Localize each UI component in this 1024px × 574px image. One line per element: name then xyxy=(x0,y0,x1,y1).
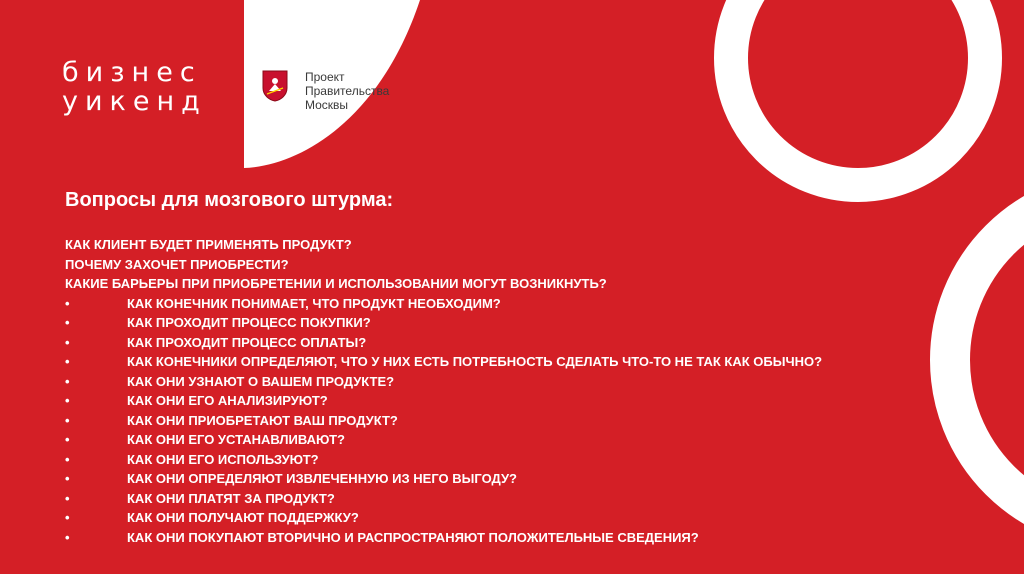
bullet-question: КАК ОНИ ПОКУПАЮТ ВТОРИЧНО И РАСПРОСТРАНЯЮТ ПОЛОЖИТЕЛЬНЫЕ СВЕДЕНИЯ? xyxy=(127,529,699,545)
intro-question: КАКИЕ БАРЬЕРЫ ПРИ ПРИОБРЕТЕНИИ И ИСПОЛЬЗОВАНИИ МОГУТ ВОЗНИКНУТЬ? xyxy=(65,276,607,291)
logo-line-1: бизнес xyxy=(62,57,202,88)
list-item xyxy=(65,508,822,528)
list-item xyxy=(65,450,822,470)
bullet-question: КАК ОНИ ЕГО ИСПОЛЬЗУЮТ? xyxy=(127,451,319,467)
bullet-marker: • xyxy=(65,354,70,369)
bullet-question: КАК ОНИ ПОЛУЧАЮТ ПОДДЕРЖКУ? xyxy=(127,510,359,525)
bullet-marker: • xyxy=(65,451,70,467)
list-item xyxy=(65,333,822,353)
gov-line-2: Правительства xyxy=(305,84,390,98)
bullet-marker: • xyxy=(65,490,70,506)
bullet-marker: • xyxy=(65,295,70,311)
question-list xyxy=(65,235,822,547)
bullet-question: КАК ПРОХОДИТ ПРОЦЕСС ПОКУПКИ? xyxy=(127,315,371,330)
bullet-marker: • xyxy=(65,373,70,389)
right-edge-ring xyxy=(950,190,1024,530)
bullet-question: КАК КОНЕЧНИК ПОНИМАЕТ, ЧТО ПРОДУКТ НЕОБХОДИМ? xyxy=(127,295,501,311)
bullet-marker: • xyxy=(65,393,70,408)
list-item xyxy=(65,430,822,450)
bullet-question: КАК КОНЕЧНИКИ ОПРЕДЕЛЯЮТ, ЧТО У НИХ ЕСТЬ ПОТРЕБНОСТЬ СДЕЛАТЬ ЧТО-ТО НЕ ТАК КАК ОБЫЧНО? xyxy=(127,354,823,369)
list-item xyxy=(65,352,822,372)
intro-question: КАК КЛИЕНТ БУДЕТ ПРИМЕНЯТЬ ПРОДУКТ? xyxy=(65,237,352,252)
bullet-question: КАК ОНИ УЗНАЮТ О ВАШЕМ ПРОДУКТЕ? xyxy=(127,373,395,389)
bullet-marker: • xyxy=(65,432,70,447)
list-item xyxy=(65,391,822,411)
bullet-marker: • xyxy=(65,510,70,525)
moscow-crest-icon xyxy=(262,70,288,102)
list-item xyxy=(65,528,822,548)
list-item xyxy=(65,294,822,314)
bullet-marker: • xyxy=(65,412,70,428)
logo-line-2: уикенд xyxy=(62,86,207,117)
bullet-marker: • xyxy=(65,529,70,545)
page-title: Вопросы для мозгового штурма: xyxy=(65,189,394,211)
moscow-government-badge xyxy=(262,70,389,112)
bullet-question: КАК ОНИ ОПРЕДЕЛЯЮТ ИЗВЛЕЧЕННУЮ ИЗ НЕГО ВЫГОДУ? xyxy=(127,471,517,486)
list-item xyxy=(65,313,822,333)
bullet-marker: • xyxy=(65,334,70,350)
bullet-question: КАК ОНИ ПРИОБРЕТАЮТ ВАШ ПРОДУКТ? xyxy=(127,412,398,428)
gov-caption xyxy=(305,70,389,112)
bullet-question: КАК ОНИ ЕГО УСТАНАВЛИВАЮТ? xyxy=(127,432,345,447)
business-weekend-logo xyxy=(62,58,207,116)
bullet-marker: • xyxy=(65,471,70,486)
intro-question: ПОЧЕМУ ЗАХОЧЕТ ПРИОБРЕСТИ? xyxy=(65,256,289,272)
list-item xyxy=(65,411,822,431)
gov-line-3: Москвы xyxy=(305,98,349,112)
bullet-question: КАК ОНИ ПЛАТЯТ ЗА ПРОДУКТ? xyxy=(127,490,335,506)
bullet-marker: • xyxy=(65,315,70,330)
list-item xyxy=(65,489,822,509)
gov-line-1: Проект xyxy=(305,70,345,84)
list-item xyxy=(65,469,822,489)
list-item xyxy=(65,372,822,392)
bullet-question: КАК ОНИ ЕГО АНАЛИЗИРУЮТ? xyxy=(127,393,328,408)
bullet-question: КАК ПРОХОДИТ ПРОЦЕСС ОПЛАТЫ? xyxy=(127,334,367,350)
top-right-ring xyxy=(731,0,985,185)
